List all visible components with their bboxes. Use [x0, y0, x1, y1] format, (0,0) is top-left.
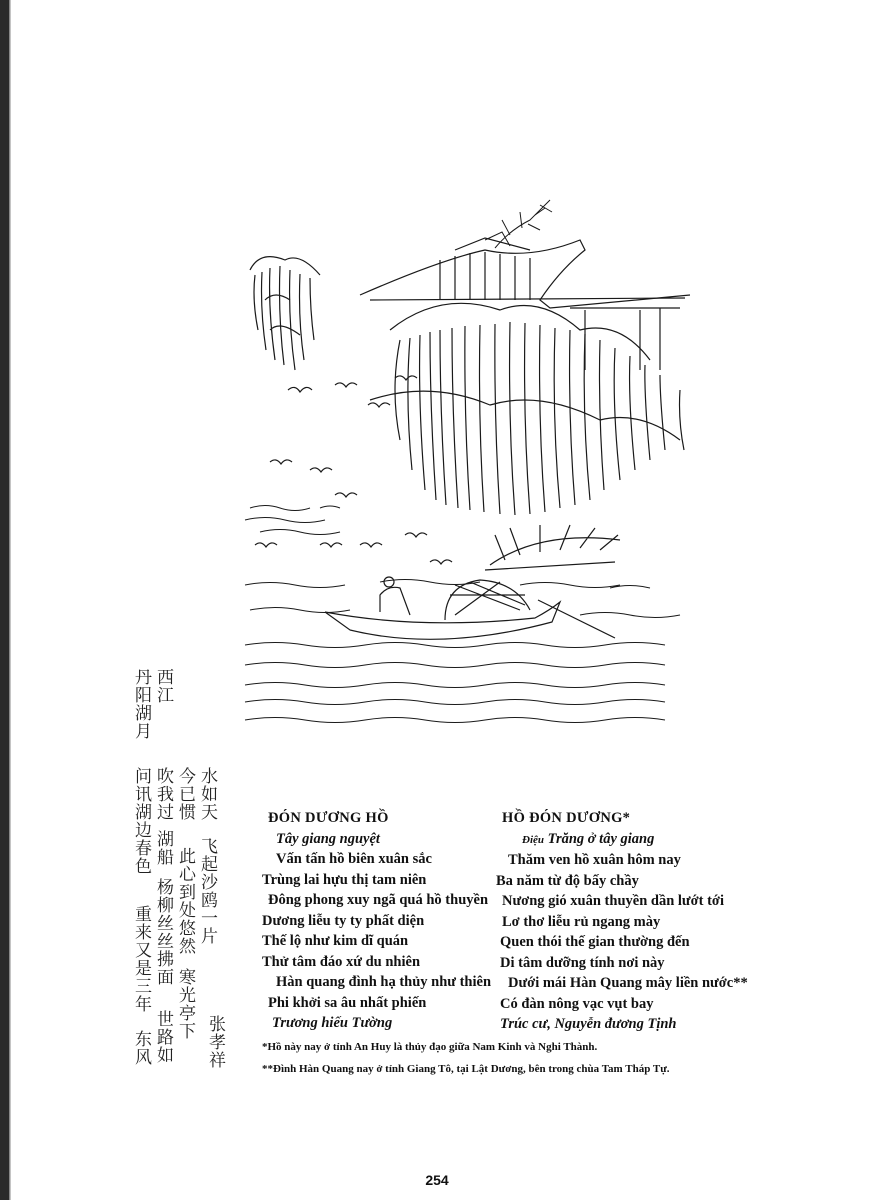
chinese-poem-col: 水如天: [197, 767, 217, 821]
poem-title: ĐÓN DƯƠNG HỒ: [268, 810, 389, 826]
chinese-poem-col: 此心到处悠然: [175, 847, 195, 955]
poem-line: Phi khởi sa âu nhất phiến: [268, 994, 427, 1011]
willow-tree-center: [370, 303, 684, 515]
poem-line: Di tâm dưỡng tính nơi này: [500, 954, 665, 971]
poem-line: Dương liễu ty ty phất diện: [262, 912, 425, 929]
poem-line: Trùng lai hựu thị tam niên: [262, 871, 427, 888]
chinese-poem-col: 问讯湖边春色: [131, 767, 151, 875]
poem-line: Thế lộ như kim dĩ quán: [262, 933, 409, 949]
poem-line: Nương gió xuân thuyền dần lướt tới: [502, 893, 724, 909]
chinese-poem-col: 今已惯: [175, 767, 195, 821]
boat-with-fisherman: [325, 577, 615, 639]
chinese-poem-col: 吹我过: [153, 767, 173, 821]
poem-line: Có đàn nông vạc vụt bay: [500, 995, 654, 1012]
poem-subtitle: Trăng ở tây giang: [547, 830, 655, 847]
poem-sino-vietnamese: [262, 808, 491, 1034]
chinese-title-col-2: 丹阳湖月: [131, 668, 151, 740]
poem-vietnamese-translation: [496, 808, 748, 1035]
poem-line: Hàn quang đình hạ thủy như thiên: [276, 974, 492, 990]
chinese-poem-col: 湖船: [153, 830, 173, 866]
poem-line: Dưới mái Hàn Quang mây liền nước**: [508, 975, 748, 991]
poem-subtitle-prefix: Điệu: [522, 833, 544, 846]
chinese-author: 张孝祥: [205, 1015, 225, 1069]
chinese-title-col-1: 西江: [153, 668, 173, 704]
poem-line: Thăm ven hồ xuân hôm nay: [508, 852, 681, 868]
poem-author: Trúc cư, Nguyễn đương Tịnh: [500, 1016, 677, 1032]
poem-line: Thử tâm đáo xứ du nhiên: [262, 953, 421, 970]
chinese-poem-col: 重来又是三年: [131, 905, 151, 1013]
poem-line: Lơ thơ liễu rủ ngang mày: [502, 913, 661, 930]
willow-tree-left: [250, 257, 320, 370]
poem-author: Trương hiếu Tường: [272, 1015, 393, 1031]
chinese-poem-col: 杨柳丝丝拂面: [153, 878, 173, 986]
chinese-poem-col: 寒光亭下: [175, 968, 195, 1040]
poem-line: Đông phong xuy ngã quá hồ thuyền: [268, 892, 489, 908]
chinese-poem-col: 东风: [131, 1030, 151, 1066]
reeds-right: [485, 525, 620, 570]
poem-subtitle: Tây giang nguyệt: [276, 830, 380, 847]
flying-birds: [255, 376, 452, 564]
page-number: 254: [425, 1172, 449, 1188]
scan-edge-border: [0, 0, 16, 1200]
willow-lake-illustration: [240, 190, 700, 730]
chinese-poem-col: 世路如: [153, 1010, 173, 1064]
chinese-poem-col: 飞起沙鸥一片: [197, 837, 217, 945]
footnote: *Hồ này nay ở tỉnh An Huy là thủy đạo giữa Nam Kinh và Nghi Thành.: [262, 1041, 598, 1053]
poem-subtitle-row: [522, 829, 748, 851]
footnote: **Đình Hàn Quang nay ở tỉnh Giang Tô, tại Lật Dương, bên trong chùa Tam Tháp Tự.: [262, 1063, 670, 1075]
poem-line: Quen thói thế gian thường đến: [500, 934, 690, 950]
footnotes: [262, 1036, 670, 1080]
poem-line: Vấn tấn hồ biên xuân sắc: [276, 851, 432, 867]
poem-line: Ba năm từ độ bấy chầy: [496, 872, 639, 889]
poem-title: HỒ ĐÓN DƯƠNG*: [502, 810, 631, 826]
